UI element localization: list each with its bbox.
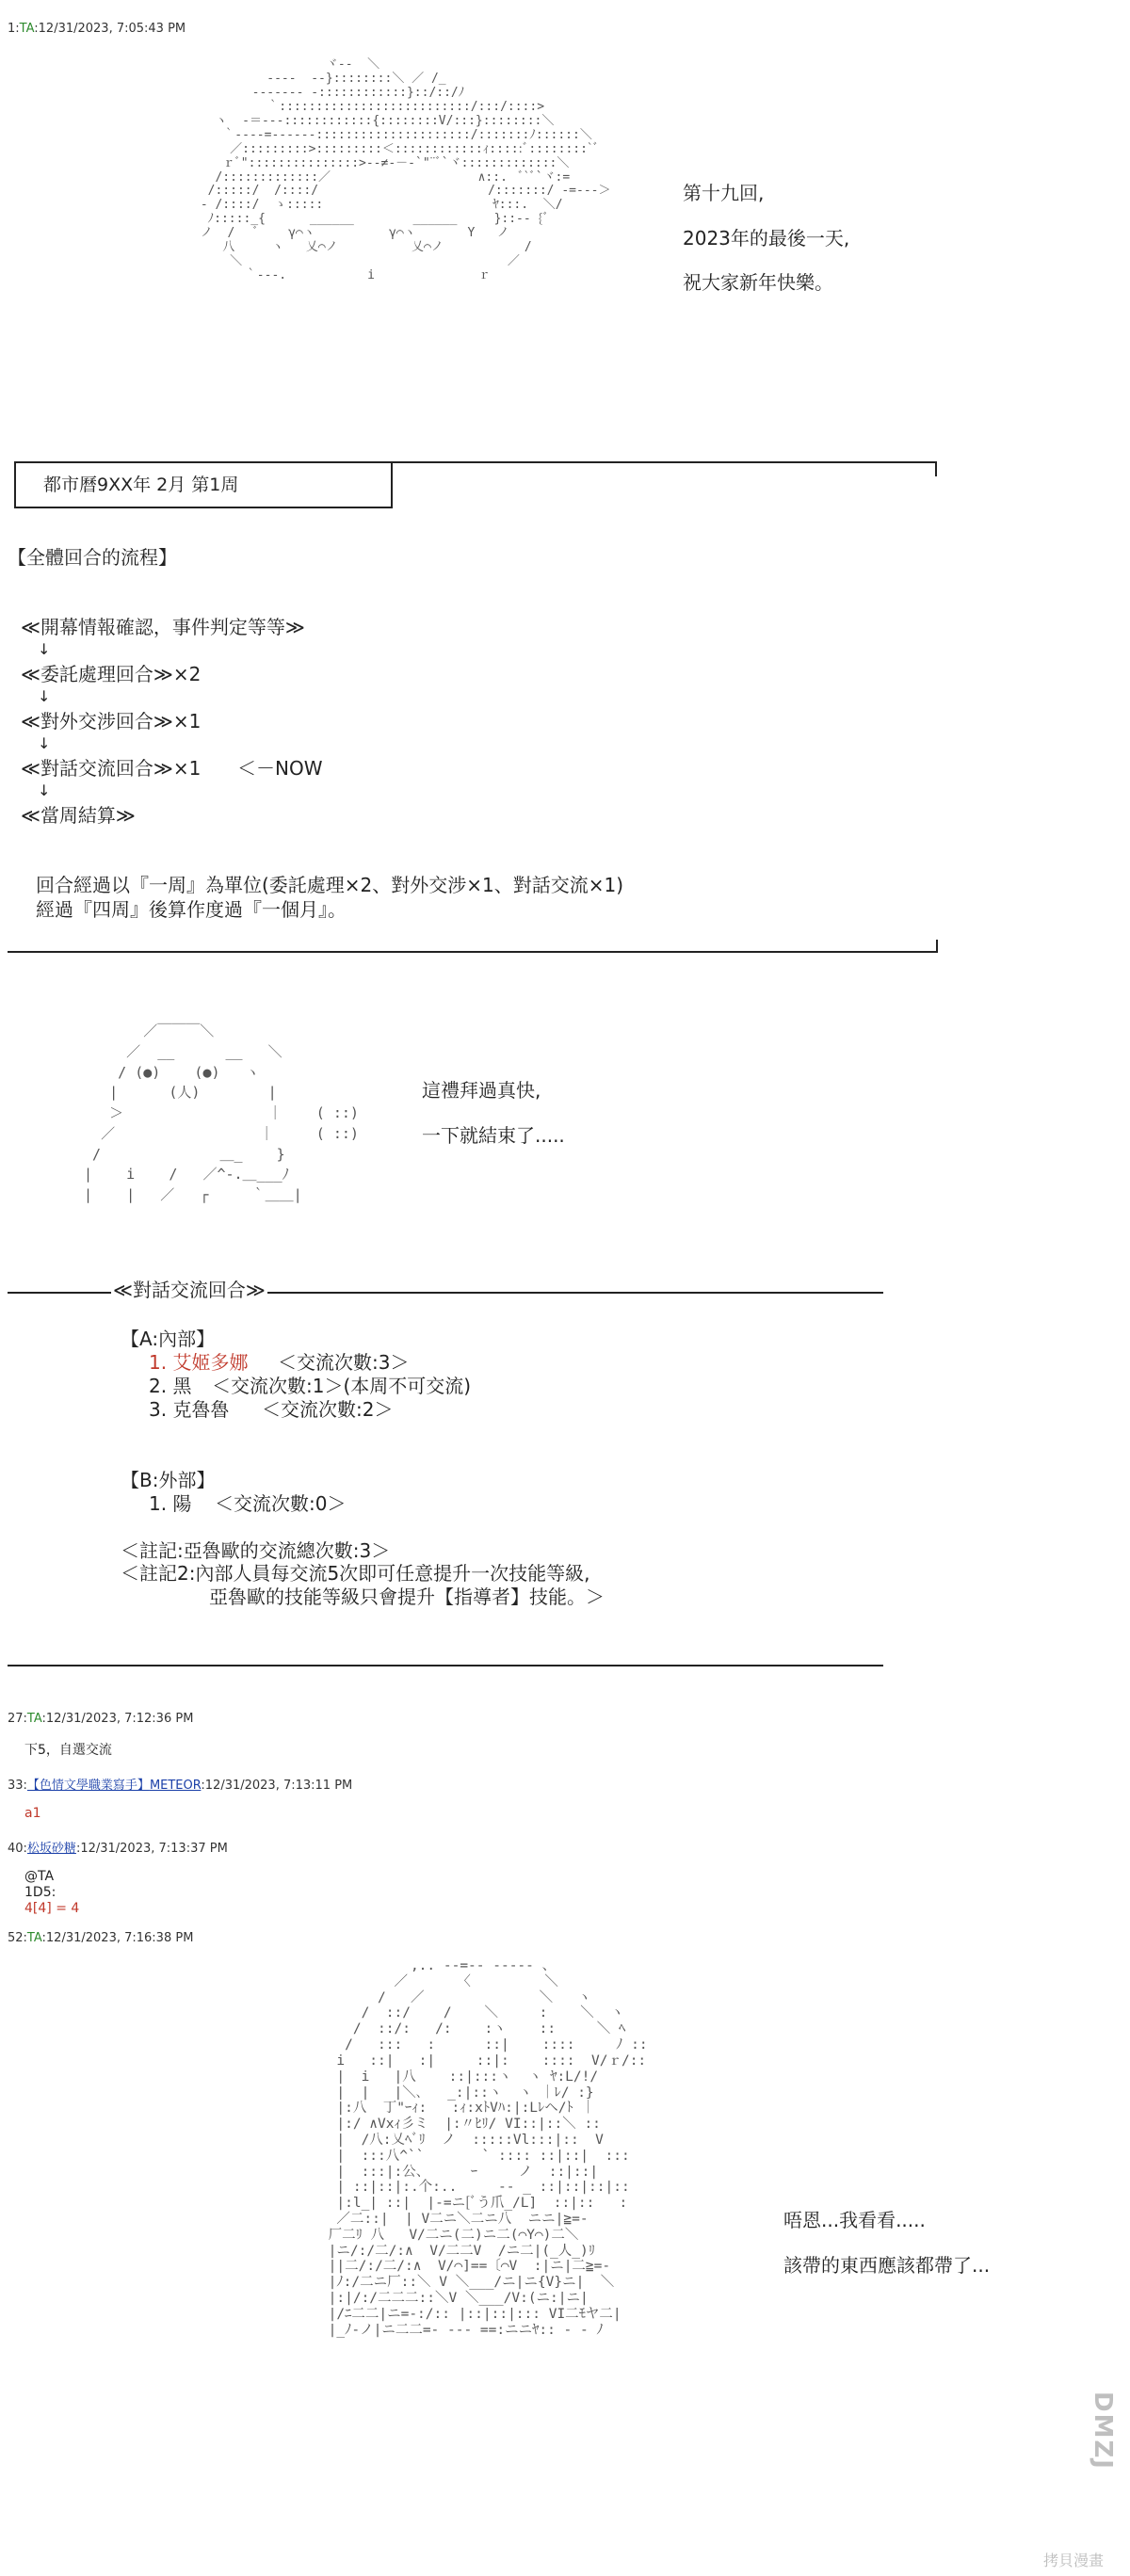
post-header-33: [8, 1775, 352, 1793]
poster-name[interactable]: 【色情文學職業寫手】METEOR: [26, 1779, 202, 1793]
flow-right-tick: [936, 940, 938, 953]
post-33-body: a1: [24, 1806, 41, 1821]
ascii-art-long-hair-character: ,.. -‐=‐‐ ‐‐‐‐- 、 ／ 〈 ＼ / ／ ＼ ヽ / ::/ / ＼ : ＼ ヽ / ::/: /: :ヽ :: ＼ ﾍ / ::: : ::| :::: ﾉ :: i ::| :| ::|: :::: V/ｒ/:: | i |八 ::|:::ヽ ヽ ﾔ:L/!/ | | |＼､ _:|::ヽ ヽ ｜ﾚ/ :} |:八 丁"ｰｨ: :ｨ:xﾄVﾊ:|:Lﾚヘ/ﾄ ｜ |:/ ∧Vxｨ彡ミ |:〃ﾋﾘ/ VI::|::＼ :: | /八:乂ﾍﾞﾘ ノ :::::Vl:::|:: V | :::八^`` ` :::: ::|::| ::: | :::|:公、 ｰ ノ ::|::| | ::|::|:.个:.. -‐ _ ::|::|::|:: |:l_| ::| |-=ニ[ﾞう爪_/L] ::|:: : ／二::| | V二ニ＼二ニ八 ニニ|≧=‐ 厂二ﾘ 八 V/二ニ(二)ニ二(⌒Y⌒)二＼ |ニ/:/二/:∧ V/二二V /ニ二|(_人_)ﾘ ||二/:/二/:∧ V/⌒]==〔⌒V :|ニ|二≧=- |ﾉ:/二ニ厂::＼ V ＼___/ニ|ニ{V}ニ| ＼ |:|/:/二二二::＼V ＼___/V:(ニ:|ニ| |/ﾆ二二|ニ=-:/:: |::|::|::: VI二ﾓヤ二| |_ﾉ‐ノ|ニ二二=‐ ‐‐‐ ==:ニニﾔ:: ‐ ‐ ﾉ: [328, 1958, 648, 2338]
flow-now-marker: ＜－NOW: [237, 757, 323, 780]
note-2: ＜註記2:內部人員每交流5次即可任意提升一次技能等級,: [121, 1562, 590, 1585]
post-40-line-1: @TA: [24, 1869, 55, 1884]
dialog1-line-1: 這禮拜過真快,: [422, 1079, 541, 1102]
flow-arrow-2: ↓: [38, 687, 51, 705]
flow-note-1: 回合經過以『一周』為單位(委託處理×2、對外交涉×1、對話交流×1): [36, 874, 624, 896]
post-date: :12/31/2023, 7:13:11 PM: [201, 1779, 353, 1793]
b-item-1-num: 1.: [149, 1492, 168, 1515]
dialog1-line-2: 一下就結束了.....: [422, 1124, 565, 1147]
intro-line-3: 祝大家新年快樂。: [683, 271, 833, 294]
dialogue-round-bottom-rule: [8, 1665, 883, 1666]
a-item-2-num: 2.: [149, 1375, 168, 1397]
flow-step-3: ≪對外交涉回合≫×1: [21, 710, 202, 733]
a-item-2-name: 黑: [172, 1375, 192, 1397]
section-a-header: 【A:內部】: [121, 1328, 216, 1350]
watermark-logo: [1083, 2391, 1121, 2523]
post-40-line-2: 1D5:: [24, 1885, 56, 1900]
post-date: :12/31/2023, 7:16:38 PM: [41, 1931, 194, 1945]
flow-step-4: ≪對話交流回合≫×1: [21, 757, 202, 780]
poster-name[interactable]: 松坂砂糖: [26, 1842, 76, 1856]
a-item-3-name: 克魯魯: [172, 1398, 230, 1421]
flow-arrow-1: ↓: [38, 640, 51, 658]
post-date: :12/31/2023, 7:13:37 PM: [75, 1842, 228, 1856]
a-item-1-info: ＜交流次數:3＞: [278, 1351, 410, 1374]
poster-name[interactable]: TA: [19, 22, 35, 36]
post-date: :12/31/2023, 7:05:43 PM: [34, 22, 186, 36]
note-1: ＜註記:亞魯歐的交流總次數:3＞: [121, 1539, 391, 1562]
calendar-label: 都市曆9XX年 2月 第1周: [43, 475, 239, 495]
post-header-27: [8, 1712, 193, 1726]
post-number: 33:: [8, 1779, 27, 1793]
ascii-art-spiky-hair-character: ヾ-‐ ＼ ‐‐‐- -‐}::::::::＼ ／ /_ ‐‐‐-‐-- ‐::::::::::::}::/::/ﾉ ｀::::::::::::::::::::::::::/:::/::::> ヽ ‐＝‐‐‐::::::::::::{::::::::V/:::}::::::::＼ ｀‐‐‐-=‐-‐‐-‐:::::::::::::::::::::/:::::::ﾉ::::::＼ ／:::::::::>:::::::::＜::::::::::::ｨ:::::ﾞ::::::::`ﾞ ｒﾞ":::::::::::::::>‐‐≠‐－‐`"¨ﾞ`ヾ:::::::::::::＼ /:::::::::::::／ ∧::. ﾞ`ﾞ`ヾ:= /:::::/ /::::/ /:::::::/ ‐=‐‐‐＞ ‐ /::::/ ゝ::::: ﾔ:::. ＼/ ﾉ:::::_{ ______ ______ }::‐‐ {ﾞ ノ / ﾞ γ⌒ヽ γ⌒ヽ Y ノ 八 ヽ 乂⌒ノ 乂⌒ノ / ＼ ／ ｀‐-‐. i ｒ: [200, 57, 611, 283]
a-item-2: [149, 1377, 191, 1395]
post-date: :12/31/2023, 7:12:36 PM: [41, 1712, 194, 1726]
dialog2-line-1: 唔恩...我看看.....: [783, 2209, 926, 2231]
post-40-line-3: 4[4] = 4: [24, 1901, 80, 1916]
flow-step-1: ≪開幕情報確認，事件判定等等≫: [21, 616, 305, 638]
post-number: 40:: [8, 1842, 27, 1856]
flow-arrow-4: ↓: [38, 781, 51, 799]
b-item-1-name: 陽: [172, 1492, 192, 1515]
watermark-sub: 拷貝漫畫: [1043, 2552, 1105, 2569]
calendar-top-rule: [14, 461, 937, 463]
post-27-body: 下5，自選交流: [24, 1743, 112, 1758]
a-item-1-name: 艾姬多娜: [172, 1351, 249, 1374]
a-item-3-info: ＜交流次數:2＞: [262, 1398, 394, 1421]
post-number: 1:: [8, 22, 20, 36]
flow-step-2: ≪委託處理回合≫×2: [21, 663, 202, 685]
flow-step-5: ≪當周結算≫: [21, 804, 136, 827]
dialogue-round-title: ≪對話交流回合≫: [113, 1279, 266, 1301]
a-item-2-info: ＜交流次數:1＞(本周不可交流): [212, 1375, 472, 1397]
calendar-right-tick: [935, 461, 937, 476]
watermark-text: DMZJ: [1089, 2391, 1117, 2471]
post-header-40: [8, 1838, 228, 1856]
dialog2-line-2: 該帶的東西應該都帶了...: [783, 2254, 991, 2277]
b-item-1: [149, 1494, 191, 1513]
flow-bottom-rule: [8, 951, 938, 953]
ascii-art-round-character: ／￣￣￣＼ ／ __ __ ＼ / (●) (●) ヽ | (人) | ＞ ｜ ( ::) ／ ｜ ( ::) / ＿_ } | i / ／^‐.＿___ﾉ | | ／ ┌ ｀＿＿|: [84, 1022, 359, 1203]
calendar-left-rule: [14, 461, 16, 508]
post-number: 27:: [8, 1712, 27, 1726]
calendar-mid-rule: [391, 461, 393, 508]
a-item-3: [149, 1400, 229, 1419]
post-number: 52:: [8, 1931, 27, 1945]
a-item-3-num: 3.: [149, 1398, 168, 1421]
a-item-1-num: 1.: [149, 1351, 168, 1374]
poster-name[interactable]: TA: [26, 1931, 42, 1945]
flow-title: 【全體回合的流程】: [8, 546, 177, 569]
post-header-1: [8, 22, 186, 36]
poster-name[interactable]: TA: [26, 1712, 42, 1726]
a-item-1: [149, 1353, 248, 1372]
post-header-52: [8, 1931, 193, 1945]
flow-note-2: 經過『四周』後算作度過『一個月』。: [36, 898, 347, 921]
intro-line-1: 第十九回,: [683, 182, 765, 204]
intro-line-2: 2023年的最後一天,: [683, 227, 850, 250]
calendar-bottom-rule: [14, 507, 393, 508]
b-item-1-info: ＜交流次數:0＞: [215, 1492, 347, 1515]
flow-arrow-3: ↓: [38, 734, 51, 752]
section-b-header: 【B:外部】: [121, 1469, 216, 1491]
note-3: 亞魯歐的技能等級只會提升【指導者】技能。＞: [209, 1586, 605, 1608]
